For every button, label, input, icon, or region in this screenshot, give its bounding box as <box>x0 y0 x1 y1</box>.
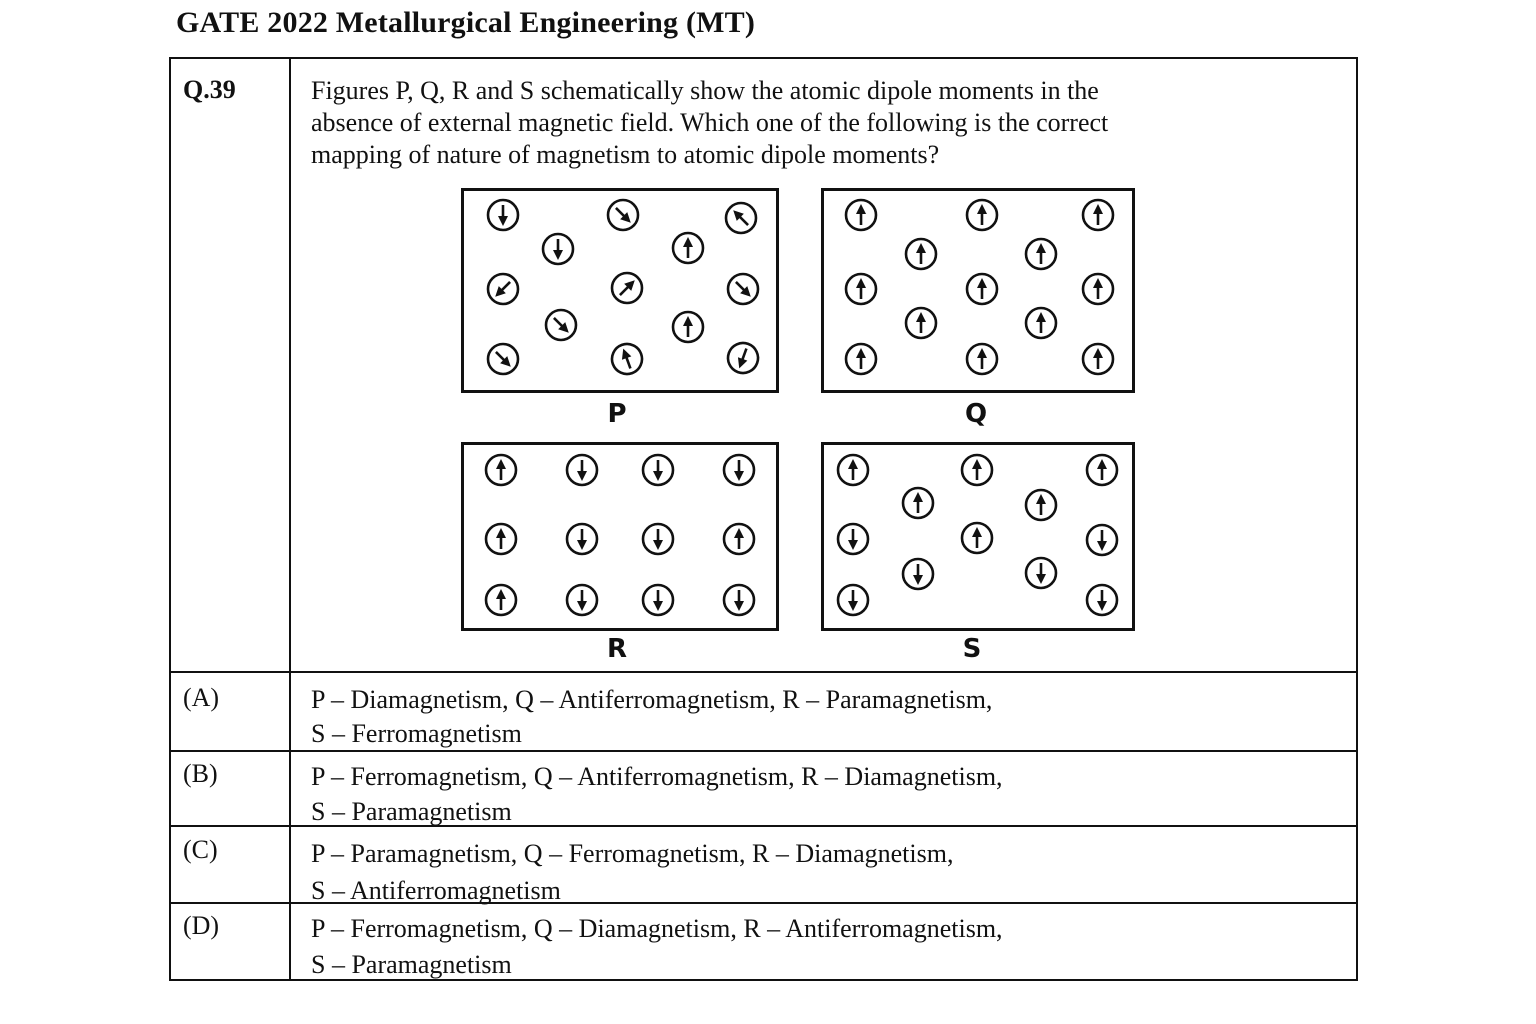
dipole-arrow-icon <box>486 524 516 554</box>
dipole-arrow-icon <box>1087 585 1117 615</box>
figure-label-r: R <box>606 634 628 664</box>
dipole-arrow-icon <box>1087 525 1117 555</box>
row-divider <box>171 750 1356 752</box>
dipole-arrow-icon <box>724 524 754 554</box>
dipole-arrow-icon <box>606 267 648 309</box>
option-line: P – Paramagnetism, Q – Ferromagnetism, R – Diamagnetism, <box>311 839 954 868</box>
dipole-arrow-icon <box>482 268 524 310</box>
row-divider <box>171 902 1356 904</box>
dipole-arrow-icon <box>1026 490 1056 520</box>
figure-label-s: S <box>962 634 982 664</box>
dipole-arrow-icon <box>608 340 646 378</box>
option-line: S – Paramagnetism <box>311 950 512 979</box>
dipole-diagram-p <box>464 191 776 390</box>
figure-panel-r <box>461 442 779 631</box>
dipole-diagram-s <box>824 445 1132 628</box>
figure-panel-s <box>821 442 1135 631</box>
option-label-c: (C) <box>183 835 218 864</box>
dipole-arrow-icon <box>673 312 703 342</box>
dipole-arrow-icon <box>1026 308 1056 338</box>
dipole-arrow-icon <box>903 559 933 589</box>
dipole-arrow-icon <box>1083 200 1113 230</box>
dipole-arrow-icon <box>602 194 644 236</box>
dipole-arrow-icon <box>1083 344 1113 374</box>
page-title: GATE 2022 Metallurgical Engineering (MT) <box>176 6 756 39</box>
dipole-arrow-icon <box>567 455 597 485</box>
dipole-arrow-icon <box>673 233 703 263</box>
question-text <box>311 75 1311 171</box>
dipole-arrow-icon <box>643 455 673 485</box>
dipole-arrow-icon <box>967 344 997 374</box>
dipole-arrow-icon <box>567 524 597 554</box>
dipole-arrow-icon <box>643 585 673 615</box>
row-divider <box>171 671 1356 673</box>
option-line: P – Diamagnetism, Q – Antiferromagnetism, R – Paramagnetism, <box>311 685 993 714</box>
option-label-b: (B) <box>183 759 218 788</box>
dipole-arrow-icon <box>643 524 673 554</box>
dipole-arrow-icon <box>543 234 573 264</box>
figure-panel-p <box>461 188 779 393</box>
option-text-c <box>311 835 953 909</box>
dipole-arrow-icon <box>962 523 992 553</box>
dipole-arrow-icon <box>906 308 936 338</box>
dipole-arrow-icon <box>1087 455 1117 485</box>
dipole-arrow-icon <box>482 338 524 380</box>
dipole-arrow-icon <box>1083 274 1113 304</box>
dipole-arrow-icon <box>967 200 997 230</box>
option-line: S – Paramagnetism <box>311 797 512 826</box>
question-line: Figures P, Q, R and S schematically show the atomic dipole moments in the <box>311 76 1099 105</box>
dipole-arrow-icon <box>567 585 597 615</box>
option-line: S – Ferromagnetism <box>311 719 522 748</box>
question-line: mapping of nature of magnetism to atomic dipole moments? <box>311 140 940 169</box>
question-line: absence of external magnetic field. Which one of the following is the correct <box>311 108 1109 137</box>
dipole-arrow-icon <box>540 304 582 346</box>
dipole-diagram-q <box>824 191 1132 390</box>
dipole-arrow-icon <box>722 268 764 310</box>
dipole-arrow-icon <box>846 274 876 304</box>
option-line: P – Ferromagnetism, Q – Antiferromagnetism, R – Diamagnetism, <box>311 762 1003 791</box>
dipole-arrow-icon <box>838 455 868 485</box>
dipole-diagram-r <box>464 445 776 628</box>
dipole-arrow-icon <box>838 524 868 554</box>
column-divider <box>289 59 291 979</box>
dipole-arrow-icon <box>846 344 876 374</box>
question-table <box>169 57 1358 981</box>
row-divider <box>171 825 1356 827</box>
dipole-arrow-icon <box>967 274 997 304</box>
dipole-arrow-icon <box>724 339 762 377</box>
dipole-arrow-icon <box>488 200 518 230</box>
option-text-a <box>311 683 992 751</box>
option-label-a: (A) <box>183 683 220 712</box>
dipole-arrow-icon <box>724 585 754 615</box>
option-label-d: (D) <box>183 911 220 940</box>
dipole-arrow-icon <box>486 585 516 615</box>
option-line: S – Antiferromagnetism <box>311 876 561 905</box>
figure-label-q: Q <box>964 399 988 429</box>
dipole-arrow-icon <box>724 455 754 485</box>
option-text-b <box>311 759 1003 829</box>
dipole-arrow-icon <box>720 197 762 239</box>
dipole-arrow-icon <box>906 239 936 269</box>
figure-label-p: P <box>607 399 627 429</box>
dipole-arrow-icon <box>486 455 516 485</box>
question-number: Q.39 <box>183 75 236 104</box>
dipole-arrow-icon <box>1026 558 1056 588</box>
option-line: P – Ferromagnetism, Q – Diamagnetism, R – Antiferromagnetism, <box>311 914 1003 943</box>
figure-panel-q <box>821 188 1135 393</box>
dipole-arrow-icon <box>846 200 876 230</box>
dipole-arrow-icon <box>838 585 868 615</box>
dipole-arrow-icon <box>903 488 933 518</box>
dipole-arrow-icon <box>962 455 992 485</box>
dipole-arrow-icon <box>1026 239 1056 269</box>
option-text-d <box>311 911 1003 983</box>
